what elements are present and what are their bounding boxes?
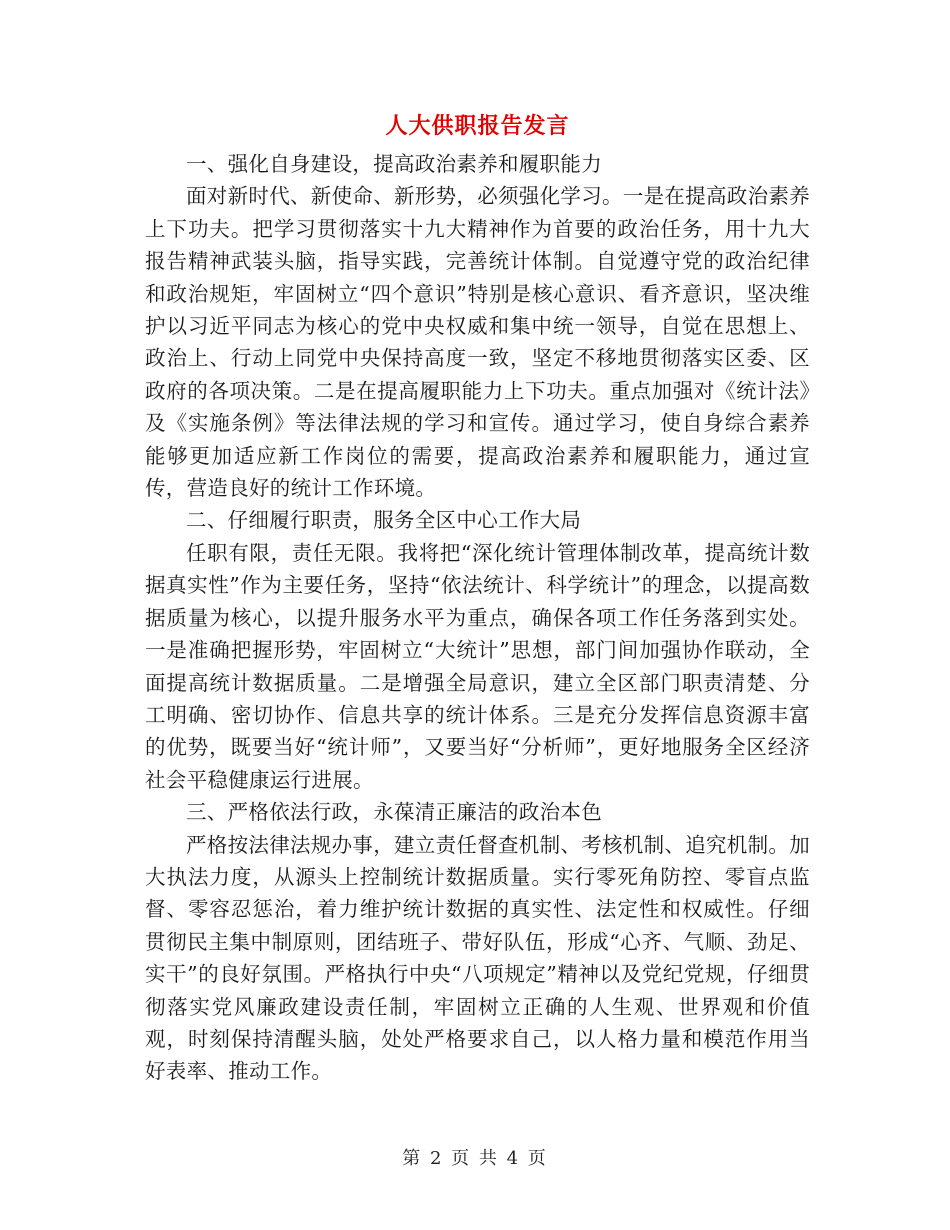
section-3-body: 严格按法律法规办事，建立责任督查机制、考核机制、追究机制。加大执法力度，从源头上控制统计数据质量。实行零死角防控、零盲点监督、零容忍惩治，着力维护统计数据的真实性、法定性和权威性。仔细贯彻民主集中制原则，团结班子、带好队伍，形成“心齐、气顺、劲足、实干”的良好氛围。严格执行中央“八项规定”精神以及党纪党规，仔细贯彻落实党风廉政建设责任制，牢固树立正确的人生观、世界观和价值观，时刻保持清醒头脑，处处严格要求自己，以人格力量和模范作用当好表率、推动工作。 xyxy=(145,832,810,1084)
page-footer: 第 2 页 共 4 页 xyxy=(402,1148,548,1169)
section-3-heading: 三、严格依法行政，永葆清正廉洁的政治本色 xyxy=(186,800,602,825)
section-1-body: 面对新时代、新使命、新形势，必须强化学习。一是在提高政治素养上下功夫。把学习贯彻落实十九大精神作为首要的政治任务，用十九大报告精神武装头脑，指导实践，完善统计体制。自觉遵守党的政治纪律和政治规矩，牢固树立“四个意识”特别是核心意识、看齐意识，坚决维护以习近平同志为核心的党中央权威和集中统一领导，自觉在思想上、政治上、行动上同党中央保持高度一致，坚定不移地贯彻落实区委、区政府的各项决策。二是在提高履职能力上下功夫。重点加强对《统计法》及《实施条例》等法律法规的学习和宣传。通过学习，使自身综合素养能够更加适应新工作岗位的需要，提高政治素养和履职能力，通过宣传，营造良好的统计工作环境。 xyxy=(145,184,810,501)
section-2-body: 任职有限，责任无限。我将把“深化统计管理体制改革，提高统计数据真实性”作为主要任务，坚持“依法统计、科学统计”的理念，以提高数据质量为核心，以提升服务水平为重点，确保各项工作任务落到实处。一是准确把握形势，牢固树立“大统计”思想，部门间加强协作联动，全面提高统计数据质量。二是增强全局意识，建立全区部门职责清楚、分工明确、密切协作、信息共享的统计体系。三是充分发挥信息资源丰富的优势，既要当好“统计师”，又要当好“分析师”，更好地服务全区经济社会平稳健康运行进展。 xyxy=(145,540,810,792)
section-1-heading: 一、强化自身建设，提高政治素养和履职能力 xyxy=(186,152,602,176)
document-page xyxy=(145,108,810,1088)
document-title: 人大供职报告发言 xyxy=(385,113,570,139)
section-2-heading: 二、仔细履行职责，服务全区中心工作大局 xyxy=(186,508,582,533)
